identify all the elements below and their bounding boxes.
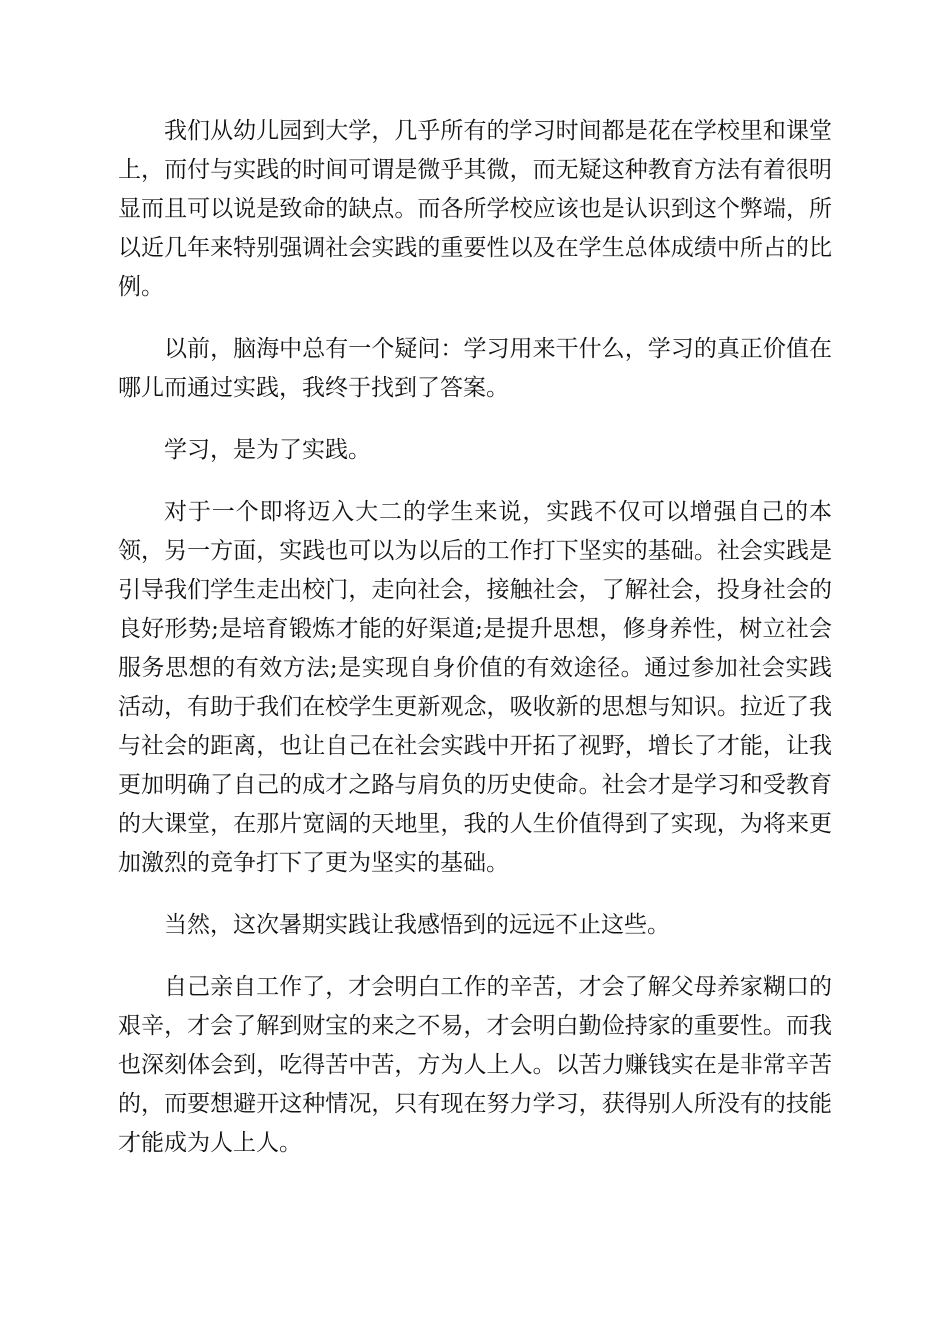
paragraph-3: 学习，是为了实践。 [164, 437, 371, 463]
document-page [118, 112, 832, 1186]
paragraph-6: 自己亲自工作了，才会明白工作的辛苦，才会了解父母养家糊口的艰辛，才会了解到财宝的来之不易，才会明白勤俭持家的重要性。而我也深刻体会到，吃得苦中苦，方为人上人。以苦力赚钱实在是非常辛苦的，而要想避开这种情况，只有现在努力学习，获得别人所没有的技能才能成为人上人。 [118, 974, 832, 1156]
paragraph-2: 以前，脑海中总有一个疑问：学习用来干什么，学习的真正价值在哪儿而通过实践，我终于找到了答案。 [118, 336, 832, 401]
paragraph-4: 对于一个即将迈入大二的学生来说，实践不仅可以增强自己的本领，另一方面，实践也可以为以后的工作打下坚实的基础。社会实践是引导我们学生走出校门，走向社会，接触社会，了解社会，投身社会的良好形势;是培育锻炼才能的好渠道;是提升思想，修身养性，树立社会服务思想的有效方法;是实现自身价值的有效途径。通过参加社会实践活动，有助于我们在校学生更新观念，吸收新的思想与知识。拉近了我与社会的距离，也让自己在社会实践中开拓了视野，增长了才能，让我更加明确了自己的成才之路与肩负的历史使命。社会才是学习和受教育的大课堂，在那片宽阔的天地里，我的人生价值得到了实现，为将来更加激烈的竞争打下了更为坚实的基础。 [118, 499, 832, 876]
paragraph-1: 我们从幼儿园到大学，几乎所有的学习时间都是花在学校里和课堂上，而付与实践的时间可谓是微乎其微，而无疑这种教育方法有着很明显而且可以说是致命的缺点。而各所学校应该也是认识到这个弊端，所以近几年来特别强调社会实践的重要性以及在学生总体成绩中所占的比例。 [118, 118, 832, 300]
paragraph-5: 当然，这次暑期实践让我感悟到的远远不止这些。 [164, 912, 670, 938]
